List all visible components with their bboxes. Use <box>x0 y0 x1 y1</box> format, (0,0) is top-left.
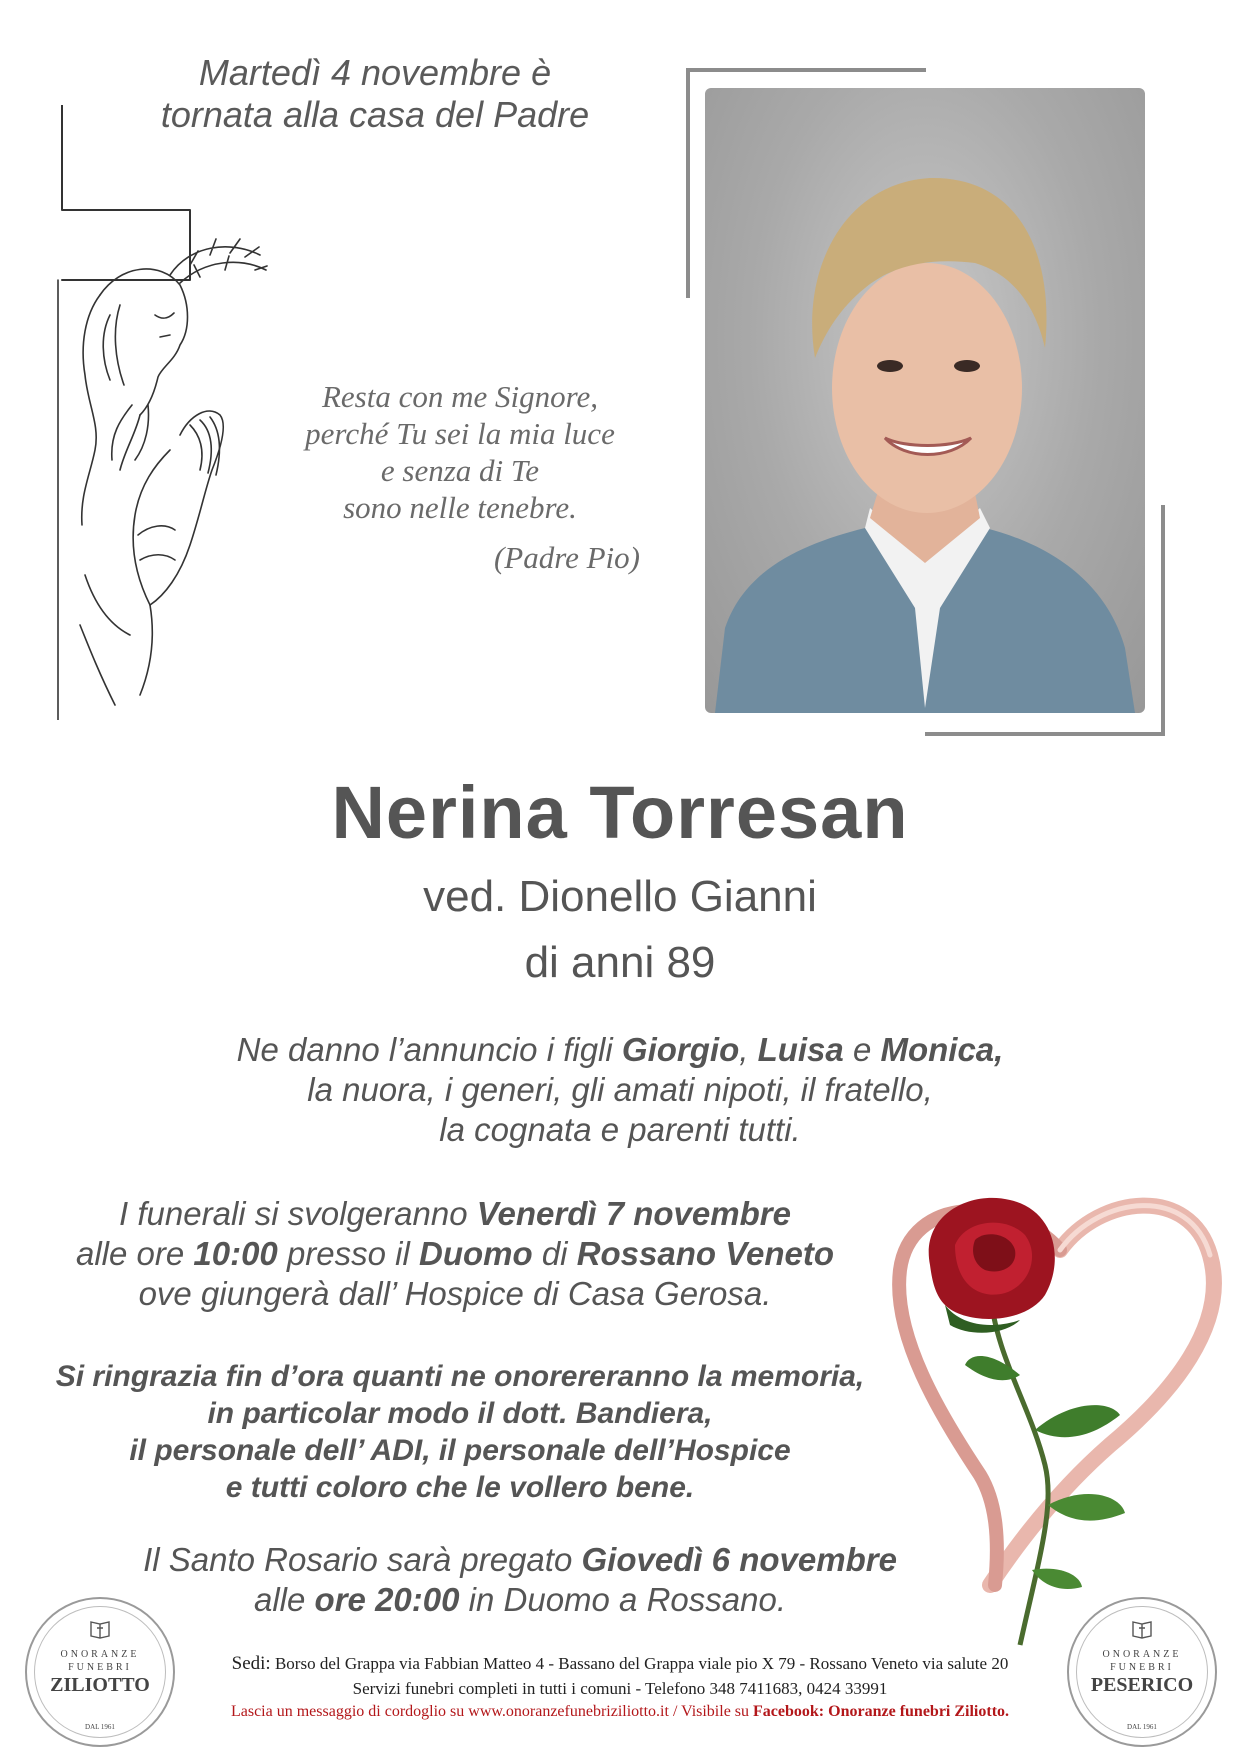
rosary-info <box>70 1540 970 1620</box>
logo-since: DAL 1961 <box>1127 1723 1157 1731</box>
funeral-text: alle ore <box>75 1235 194 1272</box>
quote-line: e senza di Te <box>380 453 540 488</box>
deceased-name: Nerina Torresan <box>331 771 909 854</box>
rosary-text: alle <box>254 1581 315 1618</box>
rosary-line-2 <box>70 1580 970 1620</box>
rosary-line-1 <box>70 1540 970 1580</box>
facebook-page: Onoranze funebri Ziliotto. <box>824 1703 1010 1720</box>
funeral-info <box>15 1194 895 1314</box>
family-text: e <box>843 1031 881 1068</box>
portrait-figure-icon <box>705 88 1145 713</box>
quote-line: Resta con me Signore, <box>321 379 599 414</box>
widow-of: ved. Dionello Gianni <box>423 872 817 921</box>
announcement-line-2: tornata alla casa del Padre <box>160 94 590 135</box>
rosary-time: ore 20:00 <box>314 1581 460 1618</box>
logo-line-1: ONORANZE <box>1102 1649 1182 1660</box>
rosary-text: Il Santo Rosario sarà pregato <box>143 1541 582 1578</box>
message-text: Lascia un messaggio di cordoglio su www.onoranzefunebriziliotto.it / Visibile su <box>230 1703 754 1720</box>
funeral-text: di <box>532 1235 577 1272</box>
rose-heart-icon <box>870 1175 1230 1665</box>
funeral-text: I funerali si svolgeranno <box>119 1195 477 1232</box>
child-name: Giorgio <box>621 1031 740 1068</box>
portrait-photo <box>705 88 1145 713</box>
thanks-line: Si ringrazia fin d’ora quanti ne onorereranno la memoria, <box>55 1360 865 1393</box>
book-cross-icon <box>1130 1617 1154 1641</box>
family-line-1 <box>130 1030 1110 1070</box>
rosary-date: Giovedì 6 novembre <box>581 1541 897 1578</box>
child-name: Luisa <box>757 1031 844 1068</box>
frame-line-right <box>1161 505 1165 736</box>
logo-line-2: FUNEBRI <box>1110 1662 1174 1673</box>
funeral-line-2 <box>15 1234 895 1274</box>
sedi-label: Sedi: <box>231 1653 271 1674</box>
thanks-message <box>20 1358 900 1506</box>
frame-line-top <box>686 68 926 72</box>
quote-line: perché Tu sei la mia luce <box>305 416 615 451</box>
ziliotto-logo <box>25 1597 175 1747</box>
funeral-text: presso il <box>277 1235 419 1272</box>
funeral-line-1 <box>15 1194 895 1234</box>
age: di anni 89 <box>524 938 716 987</box>
frame-line-left <box>686 68 690 298</box>
funeral-date: Venerdì 7 novembre <box>476 1195 791 1232</box>
footer-locations <box>160 1653 1080 1675</box>
footer-message <box>160 1703 1080 1721</box>
quote-author: (Padre Pio) <box>493 540 640 575</box>
logo-name: ZILIOTTO <box>50 1674 150 1696</box>
family-line-3: la cognata e parenti tutti. <box>439 1111 801 1148</box>
family-text: , <box>739 1031 758 1068</box>
thanks-line: il personale dell’ ADI, il personale dell’Hospice <box>129 1434 791 1467</box>
logo-since: DAL 1961 <box>85 1723 115 1731</box>
book-cross-icon <box>88 1617 112 1641</box>
quote-line: sono nelle tenebre. <box>343 490 577 525</box>
funeral-town: Rossano Veneto <box>576 1235 835 1272</box>
announcement-line-1: Martedì 4 novembre è <box>198 52 552 93</box>
logo-line-2: FUNEBRI <box>68 1662 132 1673</box>
family-line-2: la nuora, i generi, gli amati nipoti, il fratello, <box>307 1071 933 1108</box>
funeral-time: 10:00 <box>193 1235 278 1272</box>
frame-line-bottom <box>925 732 1165 736</box>
sedi-text: Borso del Grappa via Fabbian Matteo 4 - Bassano del Grappa viale pio X 79 - Rossano Veneto via salute 20 <box>270 1654 1009 1673</box>
thanks-line: in particolar modo il dott. Bandiera, <box>207 1397 713 1430</box>
logo-line-1: ONORANZE <box>60 1649 140 1660</box>
peserico-logo <box>1067 1597 1217 1747</box>
rosary-text: in Duomo a Rossano. <box>459 1581 786 1618</box>
family-text: Ne danno l’annuncio i figli <box>236 1031 622 1068</box>
footer-services: Servizi funebri completi in tutti i comuni - Telefono 348 7411683, 0424 33991 <box>352 1679 888 1698</box>
child-name: Monica, <box>880 1031 1004 1068</box>
thanks-line: e tutti coloro che le vollero bene. <box>225 1471 695 1504</box>
logo-name: PESERICO <box>1090 1674 1194 1696</box>
funeral-line-3: ove giungerà dall’ Hospice di Casa Gerosa. <box>138 1275 772 1312</box>
padre-pio-quote <box>255 378 665 526</box>
funeral-place: Duomo <box>419 1235 533 1272</box>
facebook-label: Facebook: <box>753 1703 825 1720</box>
family-announcement <box>130 1030 1110 1150</box>
